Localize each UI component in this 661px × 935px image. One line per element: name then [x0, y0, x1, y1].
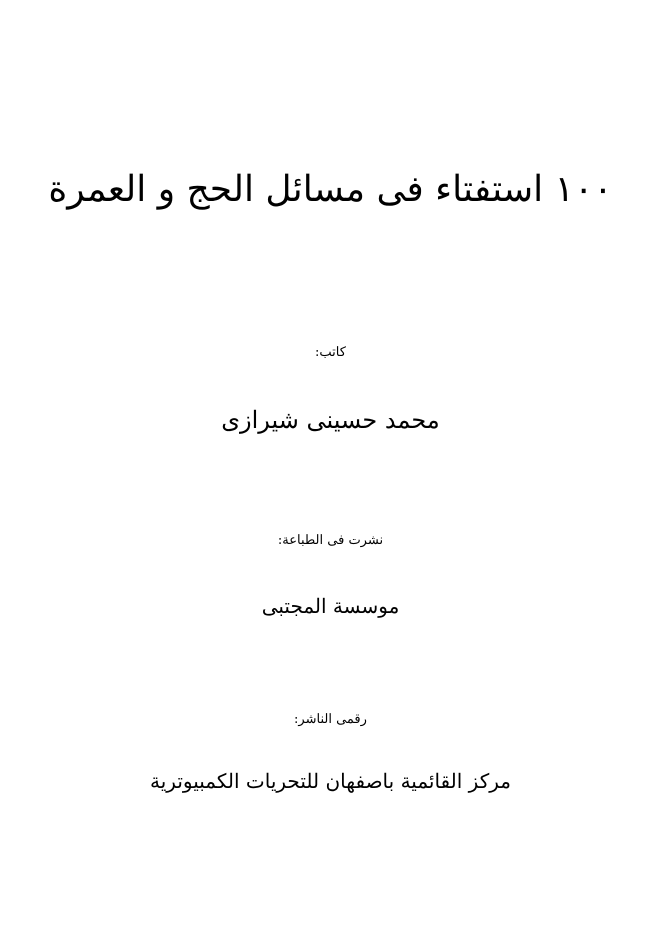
printing-label: نشرت فی الطباعة:	[277, 533, 384, 548]
book-title: ۱۰۰ استفتاء فی مسائل الحج و العمرة	[48, 169, 613, 210]
digital-publisher-label: رقمی الناشر:	[294, 712, 367, 727]
author-name: محمد حسینی شیرازی	[221, 406, 440, 434]
printing-name: موسسة المجتبی	[261, 594, 400, 618]
digital-publisher-name: مرکز القائمیة باصفهان للتحریات الکمبیوتریة	[150, 769, 511, 793]
author-label: کاتب:	[315, 345, 346, 360]
